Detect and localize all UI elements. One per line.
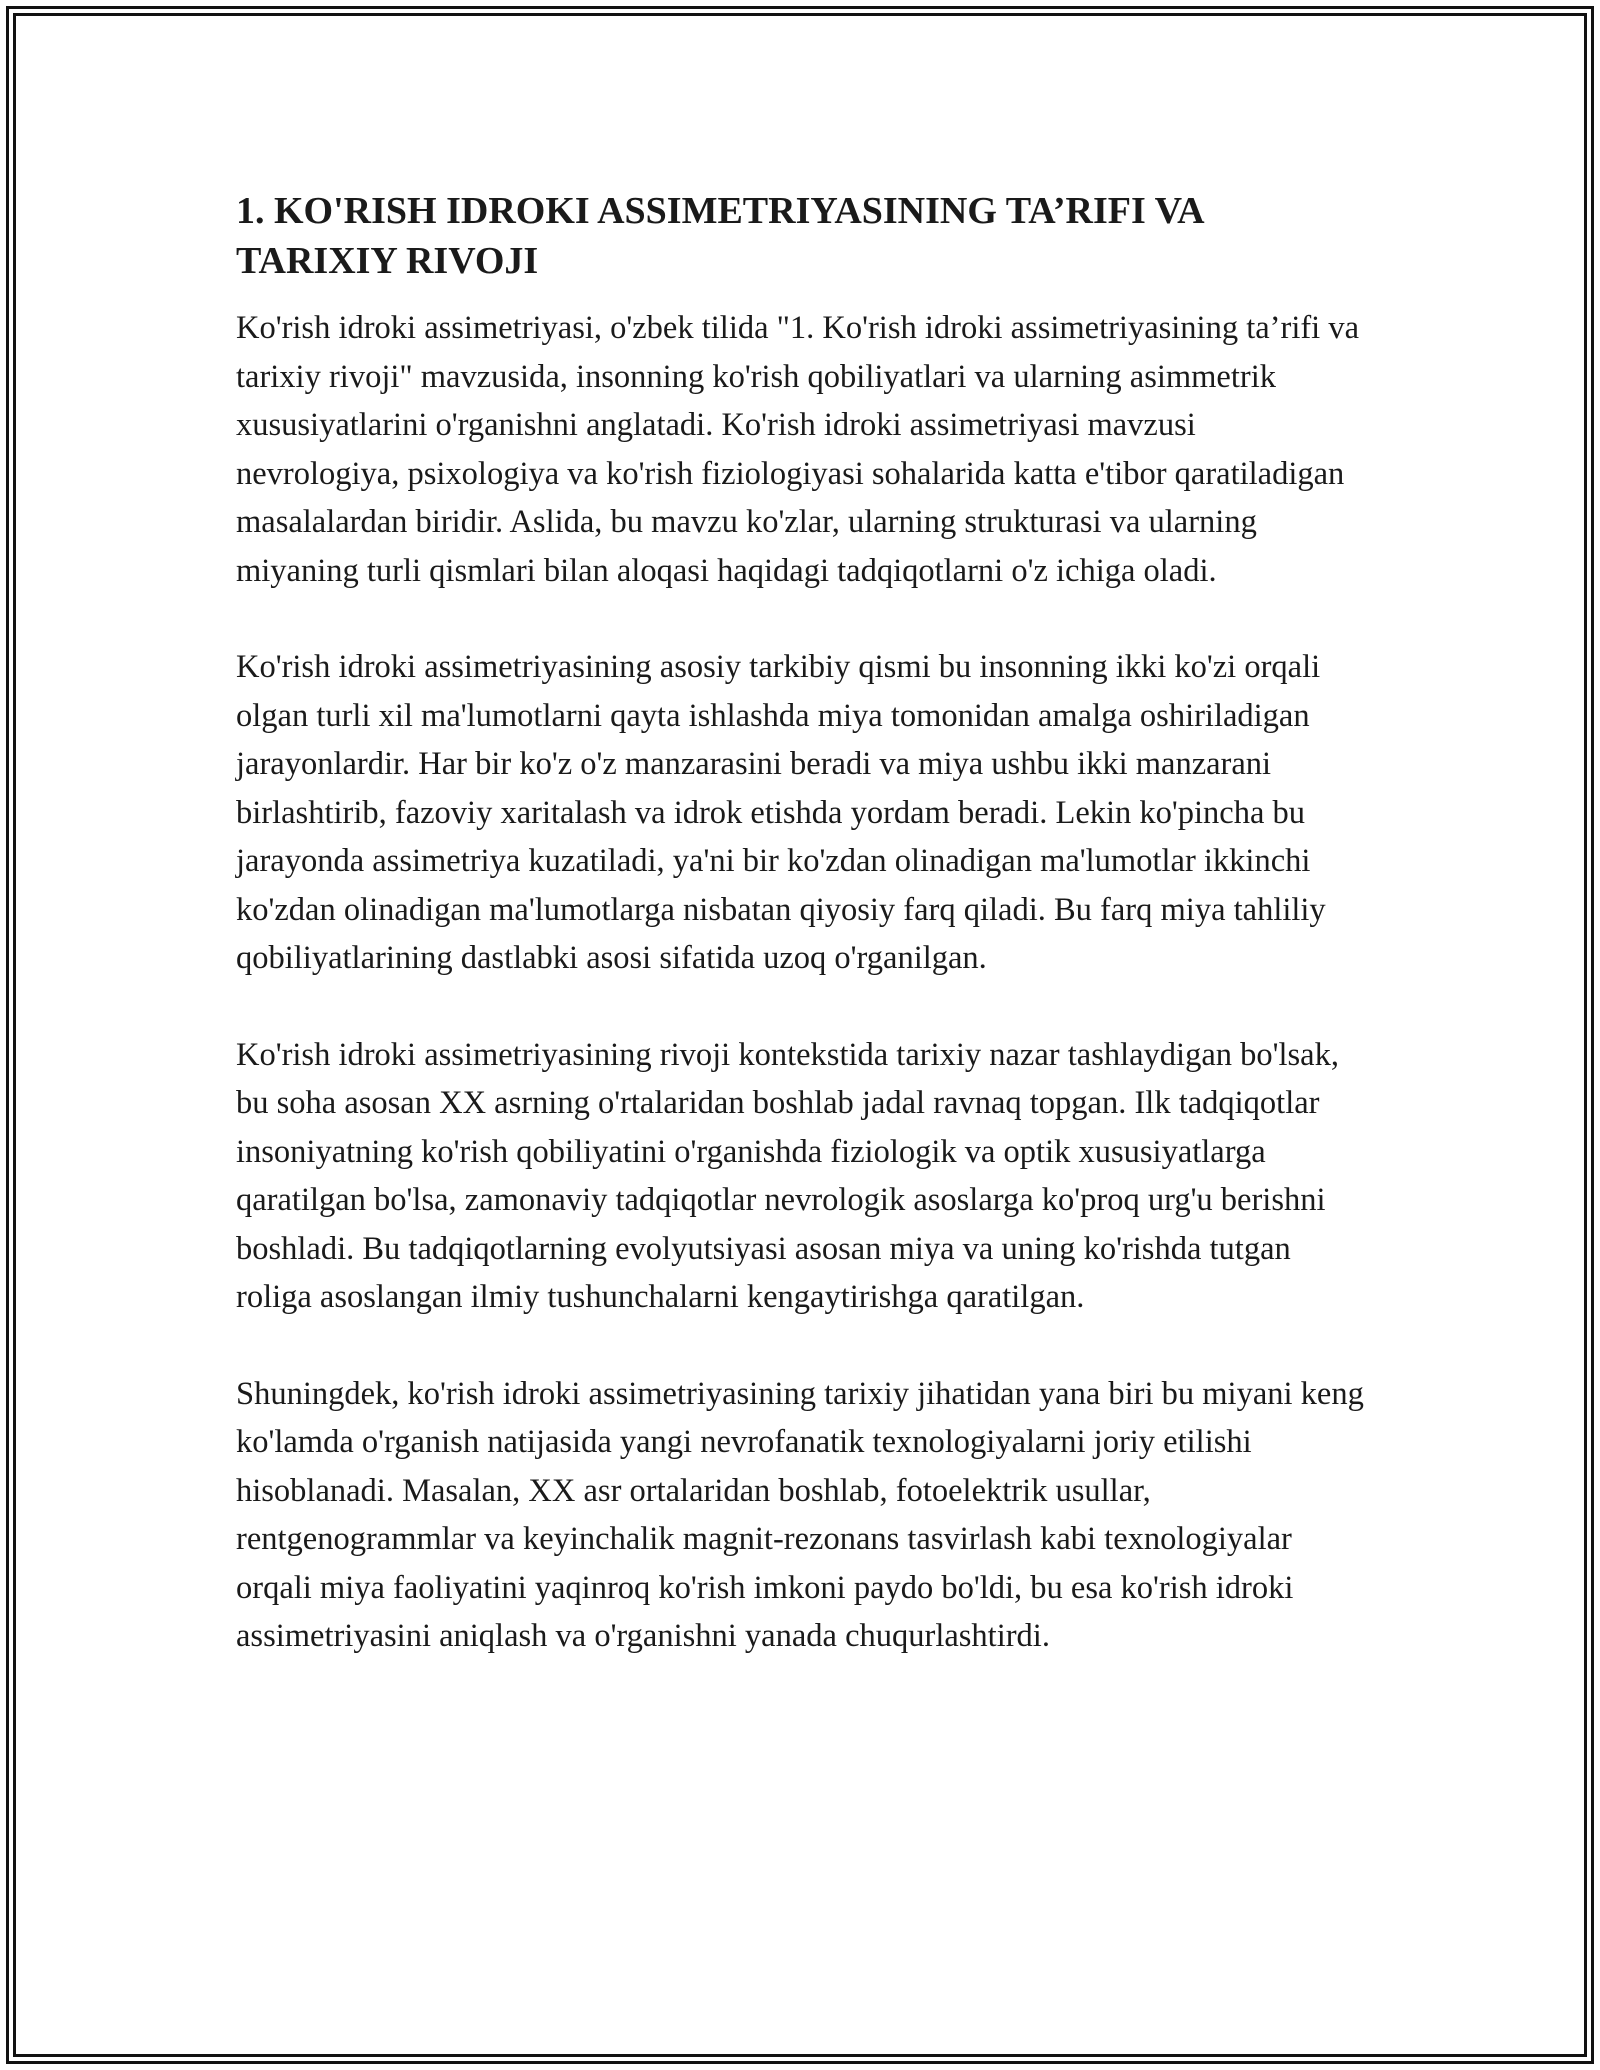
paragraph-4: Shuningdek, ko'rish idroki assimetriyasining tarixiy jihatidan yana biri bu miyani keng ko'lamda o'rganish natijasida yangi nevrofanatik texnologiyalarni joriy etilishi hisoblanadi. Masalan, XX asr ortalaridan boshlab, fotoelektrik usullar, rentgenogrammlar va keyinchalik magnit-rezonans tasvirlash kabi texnologiyalar orqali miya faoliyatini yaqinroq ko'rish imkoni paydo bo'ldi, bu esa ko'rish idroki assimetriyasini aniqlash va o'rganishni yanada chuqurlashtirdi. bbox=[236, 1375, 1364, 1654]
paragraph-3: Ko'rish idroki assimetriyasining rivoji kontekstida tarixiy nazar tashlaydigan bo'lsak, bu soha asosan XX asrning o'rtalaridan boshlab jadal ravnaq topgan. Ilk tadqiqotlar insoniyatning ko'rish qobiliyatini o'rganishda fiziologik va optik xususiyatlarga qaratilgan bo'lsa, zamonaviy tadqiqotlar nevrologik asoslarga ko'proq urg'u berishni boshladi. Bu tadqiqotlarning evolyutsiyasi asosan miya va uning ko'rishda tutgan roliga asoslangan ilmiy tushunchalarni kengaytirishga qaratilgan. bbox=[236, 1036, 1339, 1315]
document-body bbox=[236, 186, 1366, 1709]
section-title: 1. KO'RISH IDROKI ASSIMETRIYASINING TA’RIFI VA TARIXIY RIVOJI bbox=[236, 190, 1203, 282]
paragraph-1: Ko'rish idroki assimetriyasi, o'zbek tilida "1. Ko'rish idroki assimetriyasining ta’rifi va tarixiy rivoji" mavzusida, insonning ko'rish qobiliyatlari va ularning asimmetrik xususiyatlarini o'rganishni anglatadi. Ko'rish idroki assimetriyasi mavzusi nevrologiya, psixologiya va ko'rish fiziologiyasi sohalarida katta e'tibor qaratiladigan masalalardan biridir. Aslida, bu mavzu ko'zlar, ularning strukturasi va ularning miyaning turli qismlari bilan aloqasi haqidagi tadqiqotlarni o'z ichiga oladi. bbox=[236, 310, 1359, 589]
paragraph-2: Ko'rish idroki assimetriyasining asosiy tarkibiy qismi bu insonning ikki ko'zi orqali olgan turli xil ma'lumotlarni qayta ishlashda miya tomonidan amalga oshiriladigan jarayonlardir. Har bir ko'z o'z manzarasini beradi va miya ushbu ikki manzarani birlashtirib, fazoviy xaritalash va idrok etishda yordam beradi. Lekin ko'pincha bu jarayonda assimetriya kuzatiladi, ya'ni bir ko'zdan olinadigan ma'lumotlar ikkinchi ko'zdan olinadigan ma'lumotlarga nisbatan qiyosiy farq qiladi. Bu farq miya tahliliy qobiliyatlarining dastlabki asosi sifatida uzoq o'rganilgan. bbox=[236, 649, 1326, 976]
